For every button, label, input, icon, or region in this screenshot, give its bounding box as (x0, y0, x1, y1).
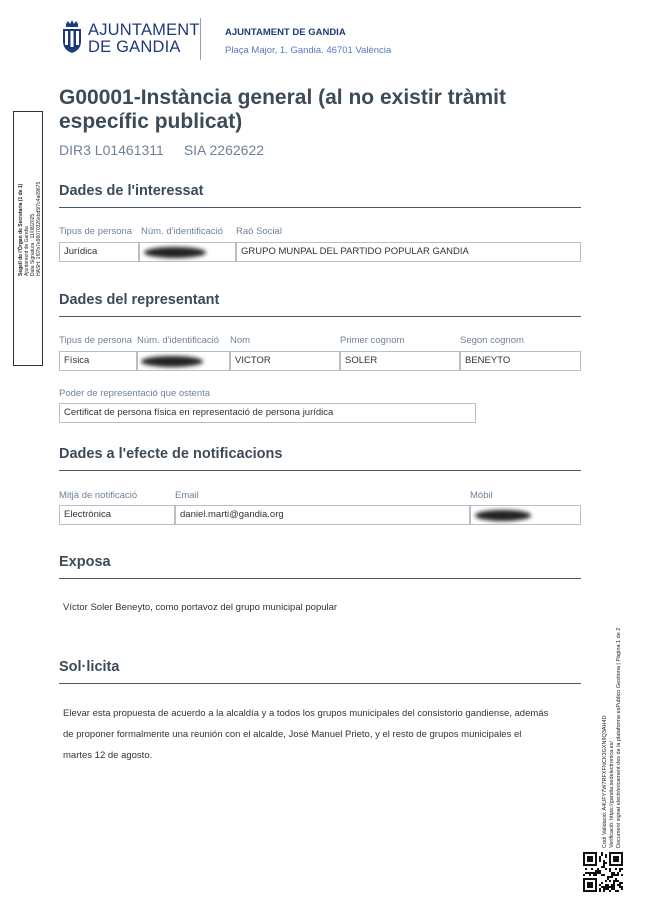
label-tipus-persona: Tipus de persona (59, 226, 133, 237)
field-nom: VICTOR (230, 351, 340, 371)
verification-url-line: Verificació: https://gandia.sedelectronica.es/ (609, 740, 615, 848)
stamp-entity-line: Ajuntament de Gandia (24, 226, 30, 276)
section-divider (59, 578, 581, 579)
section-representant-title: Dades del representant (59, 292, 220, 308)
section-notificacions-title: Dades a l'efecte de notificacions (59, 446, 283, 462)
org-address: Plaça Major, 1. Gandia. 46701 València (225, 45, 392, 56)
platform-signature-line: Document signat electrònicament des de la plataforma esPublico Gestiona | Pàgina 1 de 2 (616, 627, 622, 848)
stamp-date-line: Data Signatura : 11/08/2025 (30, 213, 36, 276)
label-email: Email (175, 490, 199, 501)
section-divider (59, 470, 581, 471)
header-divider (200, 18, 201, 60)
field-mitja-notificacio: Electrònica (59, 505, 175, 525)
sia-code: SIA 2262622 (183, 142, 265, 158)
field-rao-social: GRUPO MUNPAL DEL PARTIDO POPULAR GANDIA (236, 242, 581, 262)
section-solicita-title: Sol·licita (59, 659, 120, 675)
document-codes (59, 142, 264, 158)
field-tipus-persona: Jurídica (59, 242, 139, 262)
field-num-identificacio (139, 242, 236, 262)
dir3-code: DIR3 L01461311 (59, 142, 164, 158)
label-mobil: Mòbil (470, 490, 493, 501)
section-exposa-title: Exposa (59, 554, 111, 570)
solicita-line: martes 12 de agosto. (63, 750, 153, 761)
field-primer-cognom: SOLER (340, 351, 460, 371)
field-tipus-persona: Física (59, 351, 137, 371)
field-mobil (470, 505, 581, 525)
stamp-hash-line: HASH: 1f07b7e96070326ebd5f7c4a09675 (36, 181, 42, 276)
solicita-text (63, 703, 548, 766)
label-tipus-persona: Tipus de persona (59, 335, 133, 346)
label-primer-cognom: Primer cognom (340, 335, 405, 346)
redaction-mark (141, 356, 203, 367)
redaction-mark (144, 247, 206, 258)
section-divider (59, 683, 581, 684)
qr-code-icon (583, 852, 623, 892)
solicita-line: Elevar esta propuesta de acuerdo a la alcaldía y a todos los grupos municipales del consistorio gandiense, además (63, 708, 549, 719)
field-segon-cognom: BENEYTO (460, 351, 581, 371)
solicita-line: de proponer formalmente una reunión con el alcalde, José Manuel Prieto, y el resto de grupos municipales el (63, 729, 522, 740)
label-mitja-notificacio: Mitjà de notificació (59, 490, 138, 501)
verification-code-line: Codi Validació: A4UFY7W7RFXFNCK3GXN9Q3AH4D (602, 715, 608, 848)
label-num-identificacio: Núm. d'identificació (141, 226, 224, 237)
coat-of-arms-icon (60, 20, 84, 54)
logo-wordmark: AJUNTAMENT DE GANDIA (88, 21, 200, 56)
section-divider (59, 207, 581, 208)
label-segon-cognom: Segon cognom (460, 335, 524, 346)
label-nom: Nom (230, 335, 251, 346)
label-rao-social: Raó Social (236, 226, 282, 237)
label-poder-representacio: Poder de representació que ostenta (59, 388, 211, 399)
field-email: daniel.marti@gandia.org (175, 505, 470, 525)
section-interessat-title: Dades de l'interessat (59, 183, 204, 199)
stamp-seal-line: Segell de l'Òrgan de Secretaria (1 de 1) (18, 183, 24, 276)
document-title: G00001-Instància general (al no existir tràmit específic publicat) (59, 86, 507, 133)
section-divider (59, 316, 581, 317)
signature-stamp-box (13, 111, 43, 366)
org-name: AJUNTAMENT DE GANDIA (225, 27, 346, 38)
redaction-mark (475, 510, 531, 521)
exposa-text: Víctor Soler Beneyto, como portavoz del grupo municipal popular (63, 602, 338, 613)
field-poder-representacio: Certificat de persona física en representació de persona jurídica (59, 403, 476, 423)
label-num-identificacio: Núm. d'identificació (137, 335, 220, 346)
field-num-identificacio (137, 351, 230, 371)
